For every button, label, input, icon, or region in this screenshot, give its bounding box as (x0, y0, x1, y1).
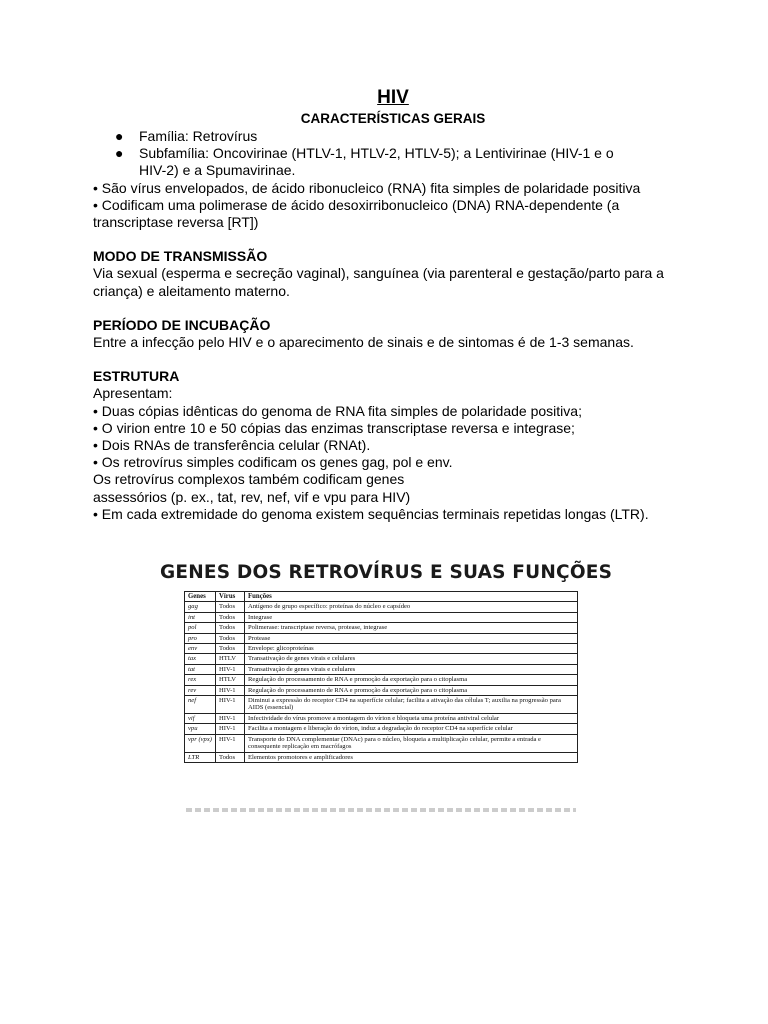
table-row (185, 713, 578, 723)
virus-cell: Todos (216, 752, 245, 762)
genes-table-body (185, 602, 578, 763)
gene-cell: tax (185, 654, 216, 664)
text-line: assessórios (p. ex., tat, rev, nef, vif e vpu para HIV) (93, 488, 411, 505)
text-line: • Dois RNAs de transferência celular (RNAt). (93, 437, 371, 454)
list-item-line: Subfamília: Oncovirinae (HTLV-1, HTLV-2, HTLV-5); a Lentivirinae (HIV-1 e o (139, 145, 614, 162)
section-heading-estrutura: ESTRUTURA (93, 368, 180, 385)
document-body (93, 86, 693, 523)
text-line: • O virion entre 10 e 50 cópias das enzimas transcriptase reversa e integrase; (93, 419, 575, 436)
bullet-dot: ● (115, 128, 124, 144)
function-cell: Envelope: glicoproteínas (245, 644, 578, 654)
gene-cell: env (185, 644, 216, 654)
table-row (185, 654, 578, 664)
document-title: HIV (377, 87, 409, 108)
gene-cell: pro (185, 633, 216, 643)
text-line: Apresentam: (93, 385, 173, 402)
function-cell: Diminui a expressão do receptor CD4 na superfície celular; facilita a ativação das células T; auxilia na progressão para AIDS (essencial) (245, 696, 578, 714)
gene-cell: rev (185, 685, 216, 695)
table-row (185, 696, 578, 714)
table-row (185, 734, 578, 752)
gene-cell: nef (185, 696, 216, 714)
virus-cell: HIV-1 (216, 685, 245, 695)
figure-footnote-faded (186, 808, 576, 812)
text-line: • São vírus envelopados, de ácido ribonucleico (RNA) fita simples de polaridade positiva (93, 179, 641, 196)
text-line: criança) e aleitamento materno. (93, 282, 290, 299)
column-header-funcoes: Funções (245, 592, 578, 602)
text-line: • Em cada extremidade do genoma existem sequências terminais repetidas longas (LTR). (93, 505, 649, 522)
virus-cell: HTLV (216, 675, 245, 685)
table-row (185, 612, 578, 622)
genes-table (184, 591, 578, 763)
table-row (185, 644, 578, 654)
function-cell: Facilita a montagem e liberação do vírion, induz a degradação do receptor CD4 na superfície celular (245, 724, 578, 734)
gene-cell: LTR (185, 752, 216, 762)
gene-cell: int (185, 612, 216, 622)
virus-cell: Todos (216, 644, 245, 654)
gene-cell: vpu (185, 724, 216, 734)
text-line: • Os retrovírus simples codificam os genes gag, pol e env. (93, 454, 453, 471)
virus-cell: Todos (216, 612, 245, 622)
list-item-line: HIV-2) e a Spumavirinae. (139, 162, 296, 179)
text-line: Entre a infecção pelo HIV e o aparecimento de sinais e de sintomas é de 1-3 semanas. (93, 334, 634, 351)
virus-cell: Todos (216, 633, 245, 643)
function-cell: Polimerase: transcriptase reversa, protease, integrase (245, 623, 578, 633)
table-row (185, 685, 578, 695)
table-row (185, 724, 578, 734)
table-header-row (185, 592, 578, 602)
gene-cell: vif (185, 713, 216, 723)
bullet-list (93, 128, 693, 180)
bullet-dot: ● (115, 145, 124, 162)
gene-cell: vpr (vpx) (185, 734, 216, 752)
list-item (93, 128, 693, 145)
function-cell: Transativação de genes virais e celulares (245, 664, 578, 674)
virus-cell: Todos (216, 623, 245, 633)
list-item (93, 145, 693, 179)
gene-cell: gag (185, 602, 216, 612)
virus-cell: HIV-1 (216, 734, 245, 752)
section-heading-transmissao: MODO DE TRANSMISSÃO (93, 248, 268, 265)
section-heading-caracteristicas: CARACTERÍSTICAS GERAIS (300, 111, 486, 126)
section-heading-incubacao: PERÍODO DE INCUBAÇÃO (93, 316, 271, 333)
gene-cell: pol (185, 623, 216, 633)
table-row (185, 633, 578, 643)
column-header-virus: Vírus (216, 592, 245, 602)
list-item-line: Família: Retrovírus (139, 128, 258, 144)
function-cell: Infectividade do vírus promove a montagem do vírion e bloqueia uma proteína antiviral celular (245, 713, 578, 723)
column-header-genes: Genes (185, 592, 216, 602)
text-line: Via sexual (esperma e secreção vaginal), sanguínea (via parenteral e gestação/parto para a (93, 265, 664, 282)
figure-title: GENES DOS RETROVÍRUS E SUAS FUNÇÕES (160, 562, 613, 583)
text-line: transcriptase reversa [RT]) (93, 214, 259, 231)
function-cell: Regulação do processamento de RNA e promoção da exportação para o citoplasma (245, 675, 578, 685)
virus-cell: HIV-1 (216, 696, 245, 714)
function-cell: Integrase (245, 612, 578, 622)
function-cell: Regulação do processamento de RNA e promoção da exportação para o citoplasma (245, 685, 578, 695)
virus-cell: HIV-1 (216, 664, 245, 674)
virus-cell: Todos (216, 602, 245, 612)
function-cell: Elementos promotores e amplificadores (245, 752, 578, 762)
table-row (185, 602, 578, 612)
function-cell: Protease (245, 633, 578, 643)
gene-cell: tat (185, 664, 216, 674)
text-line: • Codificam uma polimerase de ácido desoxirribonucleico (DNA) RNA-dependente (a (93, 196, 620, 213)
gene-cell: rex (185, 675, 216, 685)
virus-cell: HIV-1 (216, 713, 245, 723)
table-row (185, 752, 578, 762)
genes-figure (146, 556, 622, 814)
function-cell: Antígeno de grupo específico: proteínas do núcleo e capsídeo (245, 602, 578, 612)
virus-cell: HTLV (216, 654, 245, 664)
table-row (185, 623, 578, 633)
text-line: Os retrovírus complexos também codificam genes (93, 471, 405, 488)
table-row (185, 664, 578, 674)
function-cell: Transativação de genes virais e celulares (245, 654, 578, 664)
function-cell: Transporte do DNA complementar (DNAc) para o núcleo, bloqueia a multiplicação celular, permite a entrada e consequente replicação em macrófagos (245, 734, 578, 752)
virus-cell: HIV-1 (216, 724, 245, 734)
table-row (185, 675, 578, 685)
text-line: • Duas cópias idênticas do genoma de RNA fita simples de polaridade positiva; (93, 402, 582, 419)
